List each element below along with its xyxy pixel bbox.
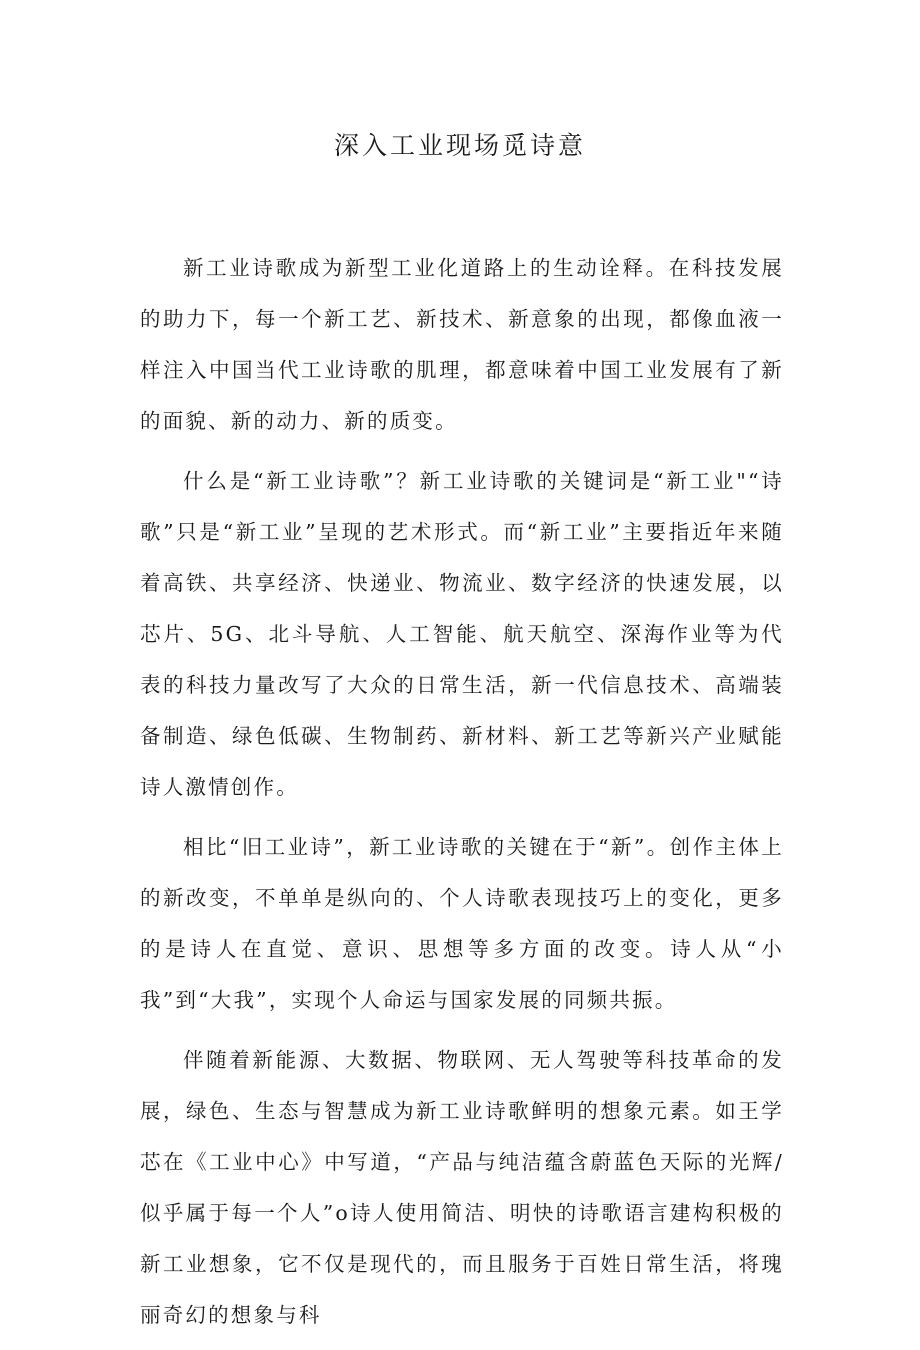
paragraph-1: 新工业诗歌成为新型工业化道路上的生动诠释。在科技发展的助力下，每一个新工艺、新技术、新意象的出现，都像血液一样注入中国当代工业诗歌的肌理，都意味着中国工业发展有了新的面貌、新的动力、新的质变。: [140, 256, 784, 433]
paragraph-2: 什么是“新工业诗歌”？新工业诗歌的关键词是“新工业"“诗歌”只是“新工业”呈现的艺术形式。而“新工业”主要指近年来随着高铁、共享经济、快递业、物流业、数字经济的快速发展，以芯片、5G、北斗导航、人工智能、航天航空、深海作业等为代表的科技力量改写了大众的日常生活，新一代信息技术、高端装备制造、绿色低碳、生物制药、新材料、新工艺等新兴产业赋能诗人激情创作。: [140, 469, 784, 799]
document-body: [140, 243, 784, 1350]
paragraph-3: 相比“旧工业诗”，新工业诗歌的关键在于“新”。创作主体上的新改变，不单单是纵向的、个人诗歌表现技巧上的变化，更多的是诗人在直觉、意识、思想等多方面的改变。诗人从“小我”到“大我”，实现个人命运与国家发展的同频共振。: [140, 835, 784, 1012]
paragraph-4: 伴随着新能源、大数据、物联网、无人驾驶等科技革命的发展，绿色、生态与智慧成为新工业诗歌鲜明的想象元素。如王学芯在《工业中心》中写道，“产品与纯洁蕴含蔚蓝色天际的光辉/似乎属于每一个人”o诗人使用简洁、明快的诗歌语言建构积极的新工业想象，它不仅是现代的，而且服务于百姓日常生活，将瑰丽奇幻的想象与科: [140, 1048, 784, 1327]
document-title: 深入工业现场觅诗意: [333, 131, 586, 160]
